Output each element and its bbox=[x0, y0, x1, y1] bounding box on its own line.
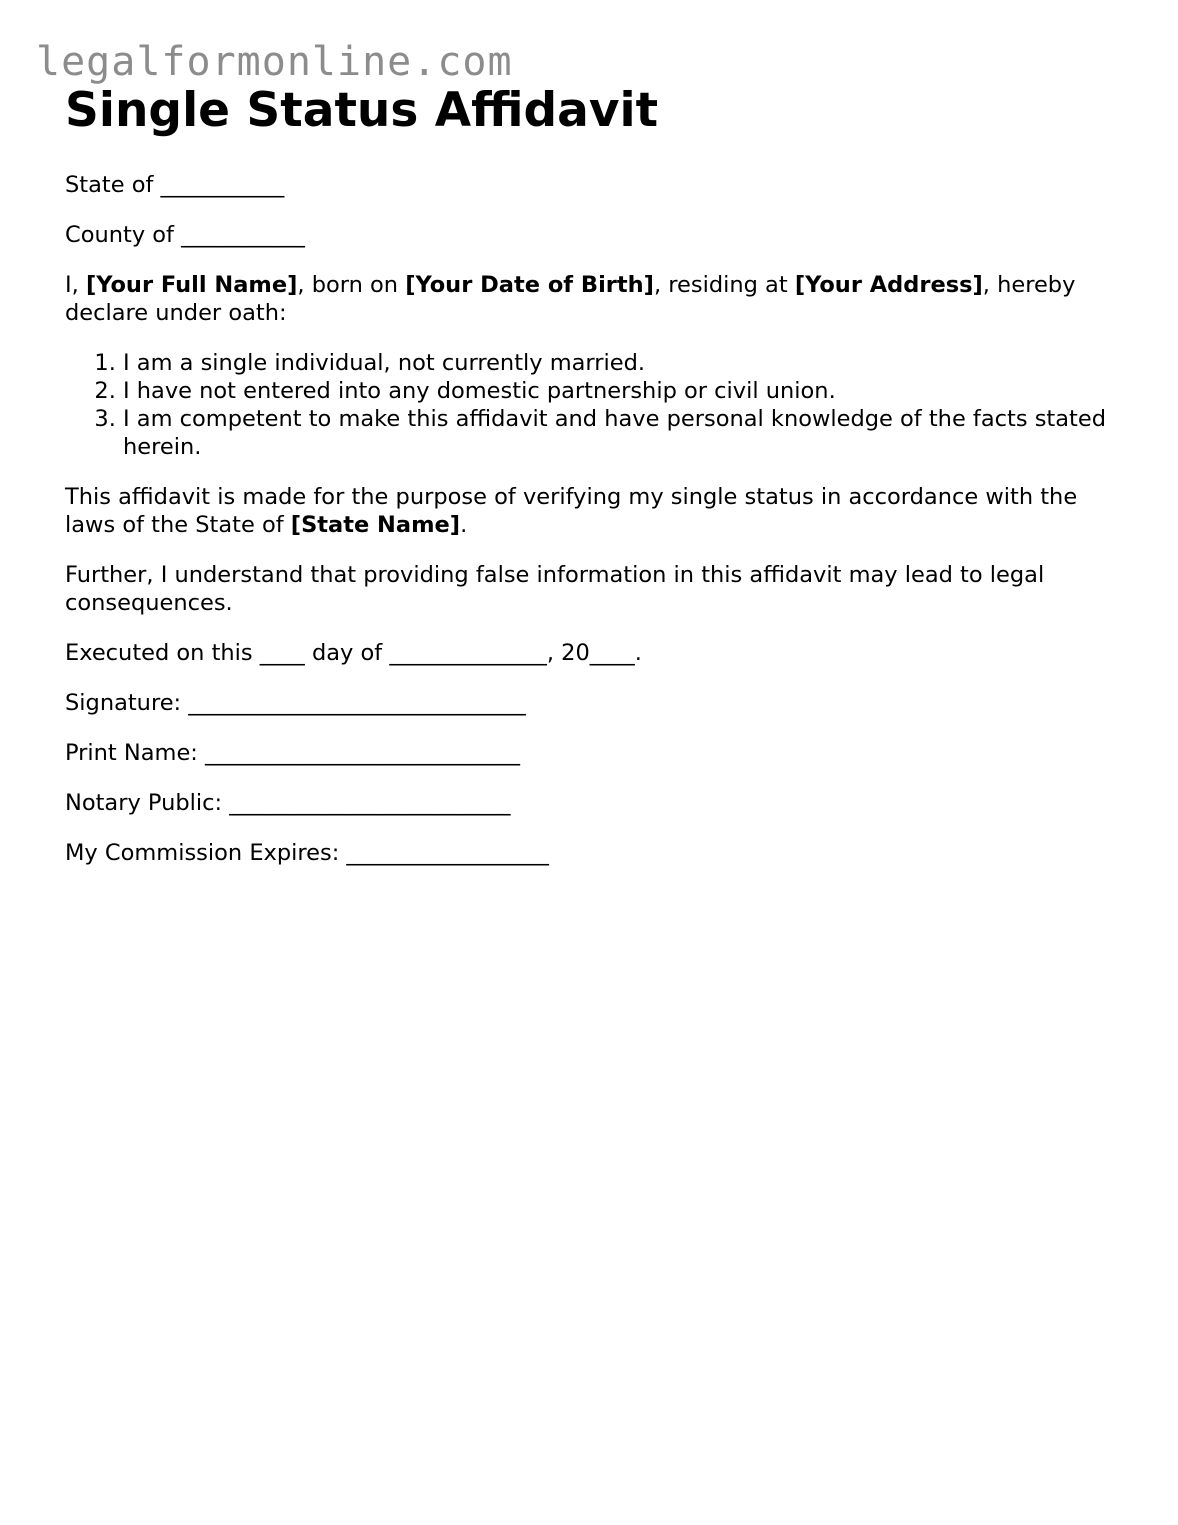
statements-list bbox=[65, 349, 1125, 461]
list-item: 3. I am competent to make this affidavit and have personal knowledge of the facts stated herein. bbox=[123, 405, 1125, 461]
state-field: State of ___________ bbox=[65, 172, 285, 198]
document-body bbox=[65, 82, 1125, 867]
purpose-end: . bbox=[460, 512, 468, 538]
watermark: legalformonline.com bbox=[36, 39, 513, 85]
executed-field: Executed on this ____ day of ______________, 20____. bbox=[65, 640, 642, 666]
declaration-prefix: I, bbox=[65, 272, 86, 298]
full-name-placeholder: [Your Full Name] bbox=[85, 272, 298, 298]
declaration-paragraph bbox=[65, 271, 1125, 327]
notary-public-field: Notary Public: _________________________ bbox=[65, 790, 511, 816]
date-of-birth-placeholder: [Your Date of Birth] bbox=[405, 272, 654, 298]
list-item: 1. I am a single individual, not currently married. bbox=[123, 349, 1125, 377]
document-title: Single Status Affidavit bbox=[65, 83, 659, 138]
signature-field: Signature: ______________________________ bbox=[65, 690, 526, 716]
purpose-paragraph bbox=[65, 483, 1125, 539]
list-item: 2. I have not entered into any domestic partnership or civil union. bbox=[123, 377, 1125, 405]
purpose-text: This affidavit is made for the purpose of verifying my single status in accordance with the laws of the State of bbox=[65, 484, 1078, 538]
state-name-placeholder: [State Name] bbox=[290, 512, 461, 538]
declaration-suffix: , hereby declare under oath: bbox=[65, 272, 1076, 326]
print-name-field: Print Name: ____________________________ bbox=[65, 740, 521, 766]
consequences-paragraph: Further, I understand that providing false information in this affidavit may lead to legal consequences. bbox=[65, 562, 1045, 616]
county-field: County of ___________ bbox=[65, 222, 305, 248]
commission-expires-field: My Commission Expires: __________________ bbox=[65, 840, 549, 866]
declaration-residing-text: , residing at bbox=[653, 272, 795, 298]
address-placeholder: [Your Address] bbox=[794, 272, 983, 298]
declaration-born-text: , born on bbox=[297, 272, 406, 298]
